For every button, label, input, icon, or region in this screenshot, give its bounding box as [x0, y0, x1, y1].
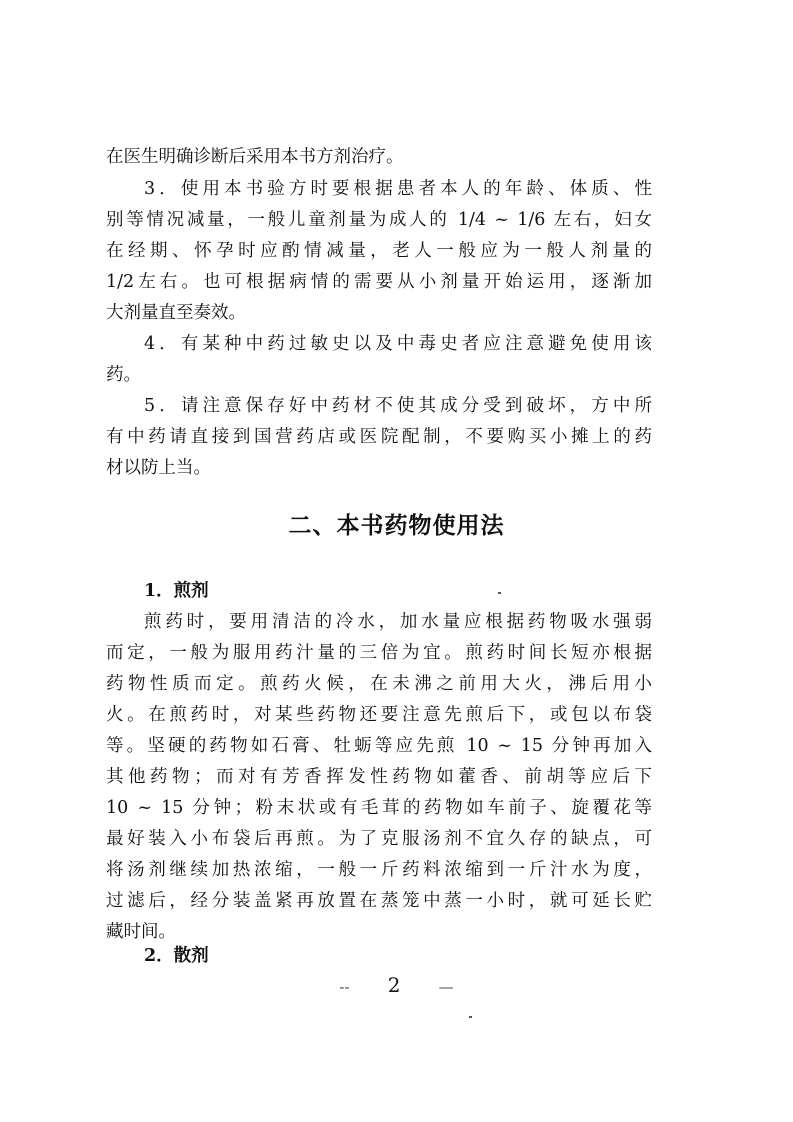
page-dash-right: — — [438, 978, 454, 996]
subsection-heading: 2．散剂 — [144, 946, 209, 966]
page-number: 2 — [387, 973, 401, 997]
text-line: 在经期、怀孕时应酌情减量，老人一般应为一般人剂量的 — [106, 241, 652, 261]
text-line: 5．请注意保存好中药材不使其成分受到破坏，方中所 — [144, 396, 652, 416]
text-line: 3．使用本书验方时要根据患者本人的年龄、体质、性 — [144, 179, 652, 199]
text-line: 药物性质而定。煎药火候，在未沸之前用大火，沸后用小 — [106, 674, 652, 694]
text-line: 而定，一般为服用药汁量的三倍为宜。煎药时间长短亦根据 — [106, 643, 652, 663]
text-line: 在医生明确诊断后采用本书方剂治疗。 — [106, 147, 404, 167]
text-line: 10 ~ 15 分钟；粉末状或有毛茸的药物如车前子、旋覆花等 — [106, 798, 652, 818]
text-line: 有中药请直接到国营药店或医院配制，不要购买小摊上的药 — [106, 427, 652, 447]
text-line: 4．有某种中药过敏史以及中毒史者应注意避免使用该 — [144, 334, 652, 354]
subsection-heading: 1．煎剂 — [144, 581, 209, 601]
scan-speck — [498, 592, 501, 594]
text-line: 别等情况减量，一般儿童剂量为成人的 1/4 ~ 1/6 左右，妇女 — [106, 210, 652, 230]
text-line: 大剂量直至奏效。 — [106, 303, 246, 323]
text-line: 材以防上当。 — [106, 458, 211, 478]
text-line: 1/2左右。也可根据病情的需要从小剂量开始运用，逐渐加 — [106, 272, 652, 292]
page-number-footer — [0, 970, 793, 1002]
text-line: 火。在煎药时，对某些药物还要注意先煎后下，或包以布袋 — [106, 705, 652, 725]
scan-speck — [469, 1016, 472, 1018]
text-line: 药。 — [106, 365, 141, 385]
section-heading: 二、本书药物使用法 — [288, 512, 505, 539]
text-line: 过滤后，经分装盖紧再放置在蒸笼中蒸一小时，就可延长贮 — [106, 891, 652, 911]
text-line: 煎药时，要用清洁的冷水，加水量应根据药物吸水强弱 — [144, 612, 652, 632]
text-line: 将汤剂继续加热浓缩，一般一斤药料浓缩到一斤汁水为度， — [106, 860, 652, 880]
page-dash-left: -- — [339, 978, 350, 996]
text-line: 藏时间。 — [106, 922, 176, 942]
text-line: 等。坚硬的药物如石膏、牡蛎等应先煎 10 ~ 15 分钟再加入 — [106, 736, 652, 756]
text-line: 其他药物；而对有芳香挥发性药物如藿香、前胡等应后下 — [106, 767, 652, 787]
text-line: 最好装入小布袋后再煎。为了克服汤剂不宜久存的缺点，可 — [106, 829, 652, 849]
